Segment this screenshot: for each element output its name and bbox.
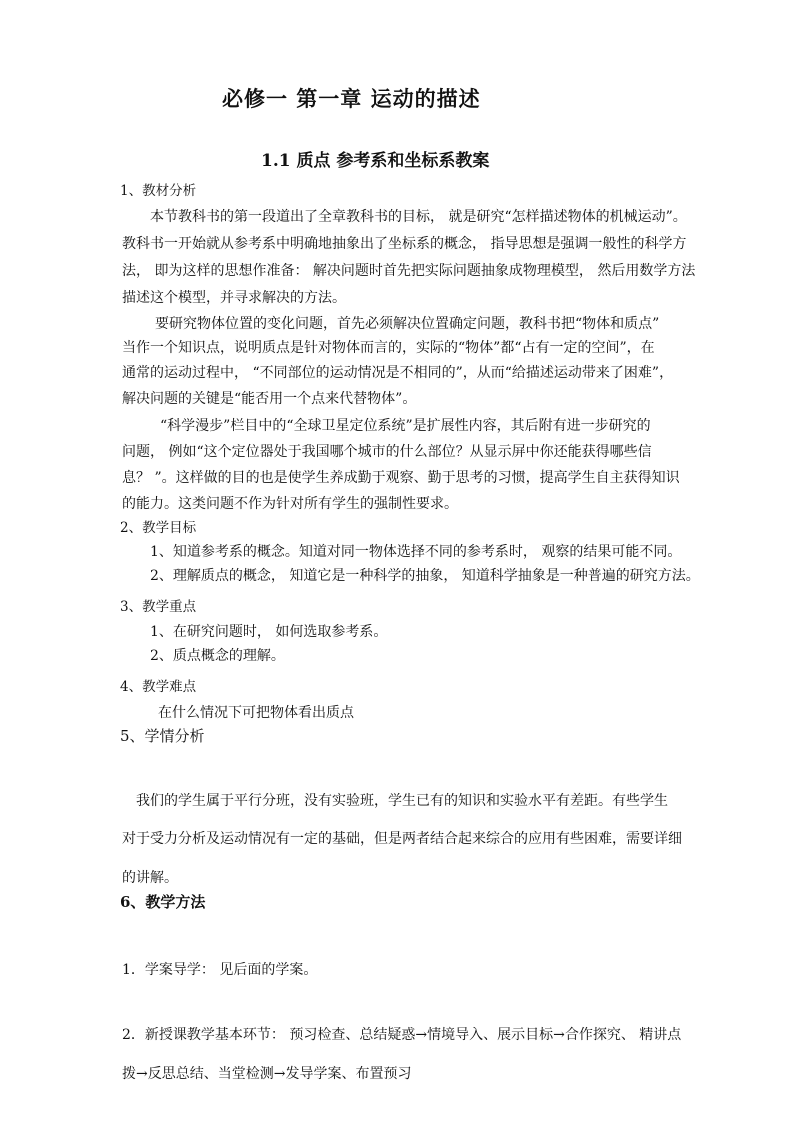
section-heading-teaching-goals: 2、教学目标 [120, 520, 197, 536]
list-item: 2、理解质点的概念， 知道它是一种科学的抽象， 知道科学抽象是一种普遍的研究方法。 [150, 568, 700, 584]
paragraph-line: 问题， 例如“这个定位器处于我国哪个城市的什么部位？从显示屏中你还能获得哪些信 [122, 444, 652, 460]
list-item: 1、知道参考系的概念。知道对同一物体选择不同的参考系时， 观察的结果可能不同。 [150, 544, 682, 560]
paragraph-line: 当作一个知识点，说明质点是针对物体而言的，实际的“物体”都“占有一定的空间”，在 [122, 340, 655, 356]
paragraph-line: 描述这个模型，并寻求解决的方法。 [122, 290, 346, 306]
list-item: 2．新授课教学基本环节： 预习检查、总结疑惑→情境导入、展示目标→合作探究、 精讲点 [122, 1027, 682, 1043]
paragraph-line: 通常的运动过程中， “不同部位的运动情况是不相同的”，从而“给描述运动带来了困难”， [122, 365, 674, 381]
list-item: 拨→反思总结、当堂检测→发导学案、布置预习 [122, 1066, 412, 1082]
paragraph-line: 在什么情况下可把物体看出质点 [158, 705, 354, 721]
paragraph-line: 息？ ”。这样做的目的也是使学生养成勤于观察、勤于思考的习惯，提高学生自主获得知识 [122, 470, 680, 486]
paragraph-line: 对于受力分析及运动情况有一定的基础，但是两者结合起来综合的应用有些困难，需要详细 [122, 831, 682, 847]
section-heading-difficulties: 4、教学难点 [120, 679, 197, 695]
section-heading-key-points: 3、教学重点 [120, 599, 197, 615]
paragraph-line: 我们的学生属于平行分班，没有实验班，学生已有的知识和实验水平有差距。有些学生 [136, 793, 668, 809]
paragraph-line: 本节教科书的第一段道出了全章教科书的目标， 就是研究“怎样描述物体的机械运动”。 [150, 209, 687, 225]
section-heading-student-analysis: 5、学情分析 [120, 727, 205, 745]
paragraph-line: “科学漫步”栏目中的“全球卫星定位系统”是扩展性内容，其后附有进一步研究的 [160, 418, 651, 434]
paragraph-line: 教科书一开始就从参考系中明确地抽象出了坐标系的概念， 指导思想是强调一般性的科学方 [122, 236, 687, 252]
section-heading-material-analysis: 1、教材分析 [120, 183, 197, 199]
list-item: 1、在研究问题时， 如何选取参考系。 [150, 624, 388, 640]
lesson-subtitle: 1.1 质点 参考系和坐标系教案 [261, 151, 490, 171]
paragraph-line: 的讲解。 [122, 870, 178, 886]
list-item: 2、质点概念的理解。 [150, 648, 285, 664]
paragraph-line: 要研究物体位置的变化问题，首先必须解决位置确定问题，教科书把“物体和质点” [155, 316, 660, 332]
paragraph-line: 法， 即为这样的思想作准备： 解决问题时首先把实际问题抽象成物理模型， 然后用数学方法 [122, 263, 696, 279]
page-title: 必修一 第一章 运动的描述 [222, 86, 481, 111]
paragraph-line: 的能力。这类问题不作为针对所有学生的强制性要求。 [122, 496, 458, 512]
paragraph-line: 解决问题的关键是“能否用一个点来代替物体”。 [122, 391, 417, 407]
section-heading-teaching-methods: 6、教学方法 [120, 893, 206, 911]
list-item: 1．学案导学： 见后面的学案。 [122, 962, 318, 978]
